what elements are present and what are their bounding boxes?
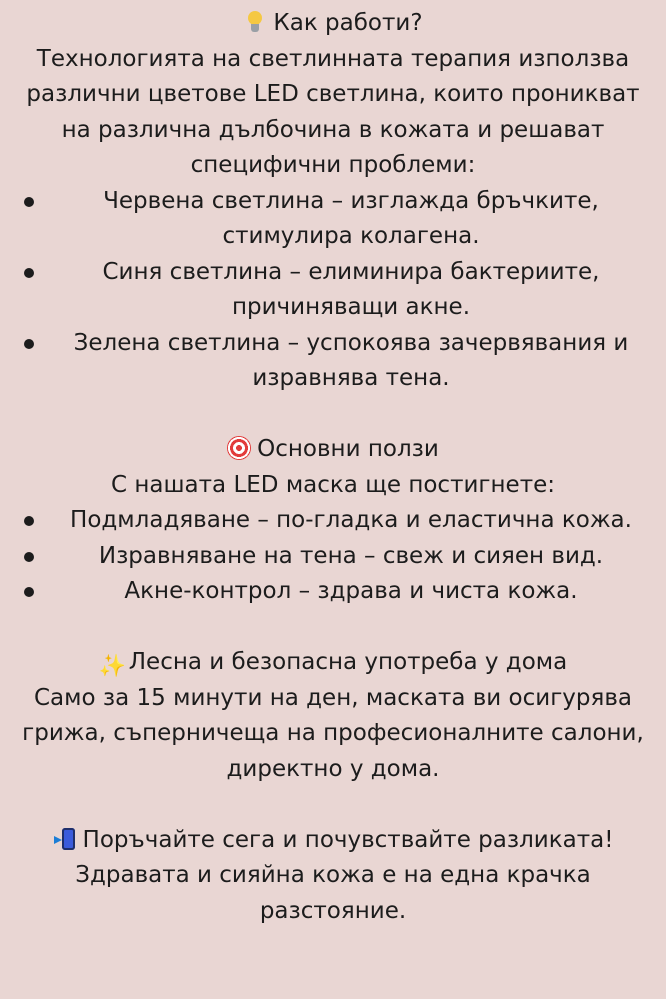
how-it-works-title: Как работи? bbox=[273, 10, 423, 36]
order-body-line-2: разстояние. bbox=[259, 897, 407, 924]
list-item-red-light bbox=[12, 184, 654, 255]
bullet-icon bbox=[24, 552, 34, 562]
section-spacer bbox=[12, 787, 654, 823]
usage-body-line-3: директно у дома. bbox=[226, 755, 440, 782]
list-item-blue-light bbox=[12, 255, 654, 326]
list-item-rejuvenation bbox=[12, 503, 654, 539]
benefits-intro-line: С нашата LED маска ще постигнете: bbox=[111, 471, 555, 498]
section-spacer bbox=[12, 397, 654, 433]
section-spacer bbox=[12, 610, 654, 646]
bullet-icon bbox=[24, 587, 34, 597]
list-item-line: Изравняване на тена – свеж и сияен вид. bbox=[98, 542, 604, 569]
how-intro-line-1: Технологията на светлинната терапия използва bbox=[36, 45, 630, 72]
how-intro-line-4: специфични проблеми: bbox=[190, 152, 476, 178]
list-item-line: Подмладяване – по-гладка и еластична кожа. bbox=[70, 507, 632, 533]
usage-title: Лесна и безопасна употреба у дома bbox=[128, 649, 568, 675]
usage-heading bbox=[12, 645, 654, 681]
list-item-green-light bbox=[12, 326, 654, 397]
benefits-heading bbox=[12, 432, 654, 468]
list-item-line: Синя светлина – елиминира бактериите, bbox=[102, 258, 600, 285]
bullet-icon bbox=[24, 339, 34, 349]
phone-arrow-icon bbox=[53, 827, 77, 851]
list-item-line: причиняващи акне. bbox=[231, 294, 471, 320]
how-it-works-heading bbox=[12, 6, 654, 42]
list-item-line: стимулира колагена. bbox=[222, 223, 480, 249]
list-item-even-tone bbox=[12, 539, 654, 575]
order-body-line-1: Здравата и сияйна кожа е на една крачка bbox=[75, 862, 591, 888]
lightbulb-icon bbox=[243, 10, 267, 34]
list-item-line: Акне-контрол – здрава и чиста кожа. bbox=[124, 578, 578, 604]
target-icon bbox=[227, 436, 251, 460]
how-intro-line-3: на различна дълбочина в кожата и решават bbox=[61, 116, 605, 143]
bullet-icon bbox=[24, 268, 34, 278]
order-heading bbox=[12, 823, 654, 859]
sparkles-icon: ✨ bbox=[98, 654, 127, 679]
benefits-title: Основни ползи bbox=[257, 436, 439, 462]
usage-body-line-2: грижа, съперничеща на професионалните салони, bbox=[22, 720, 644, 746]
how-intro-line-2: различни цветове LED светлина, които проникват bbox=[26, 81, 640, 107]
bullet-icon bbox=[24, 197, 34, 207]
usage-body-line-1: Само за 15 минути на ден, маската ви осигурява bbox=[34, 684, 632, 711]
list-item-line: изравнява тена. bbox=[252, 365, 450, 391]
order-title: Поръчайте сега и почувствайте разликата! bbox=[82, 826, 614, 853]
list-item-acne-control bbox=[12, 574, 654, 610]
list-item-line: Зелена светлина – успокоява зачервявания и bbox=[73, 329, 629, 356]
bullet-icon bbox=[24, 516, 34, 526]
list-item-line: Червена светлина – изглажда бръчките, bbox=[103, 187, 599, 214]
